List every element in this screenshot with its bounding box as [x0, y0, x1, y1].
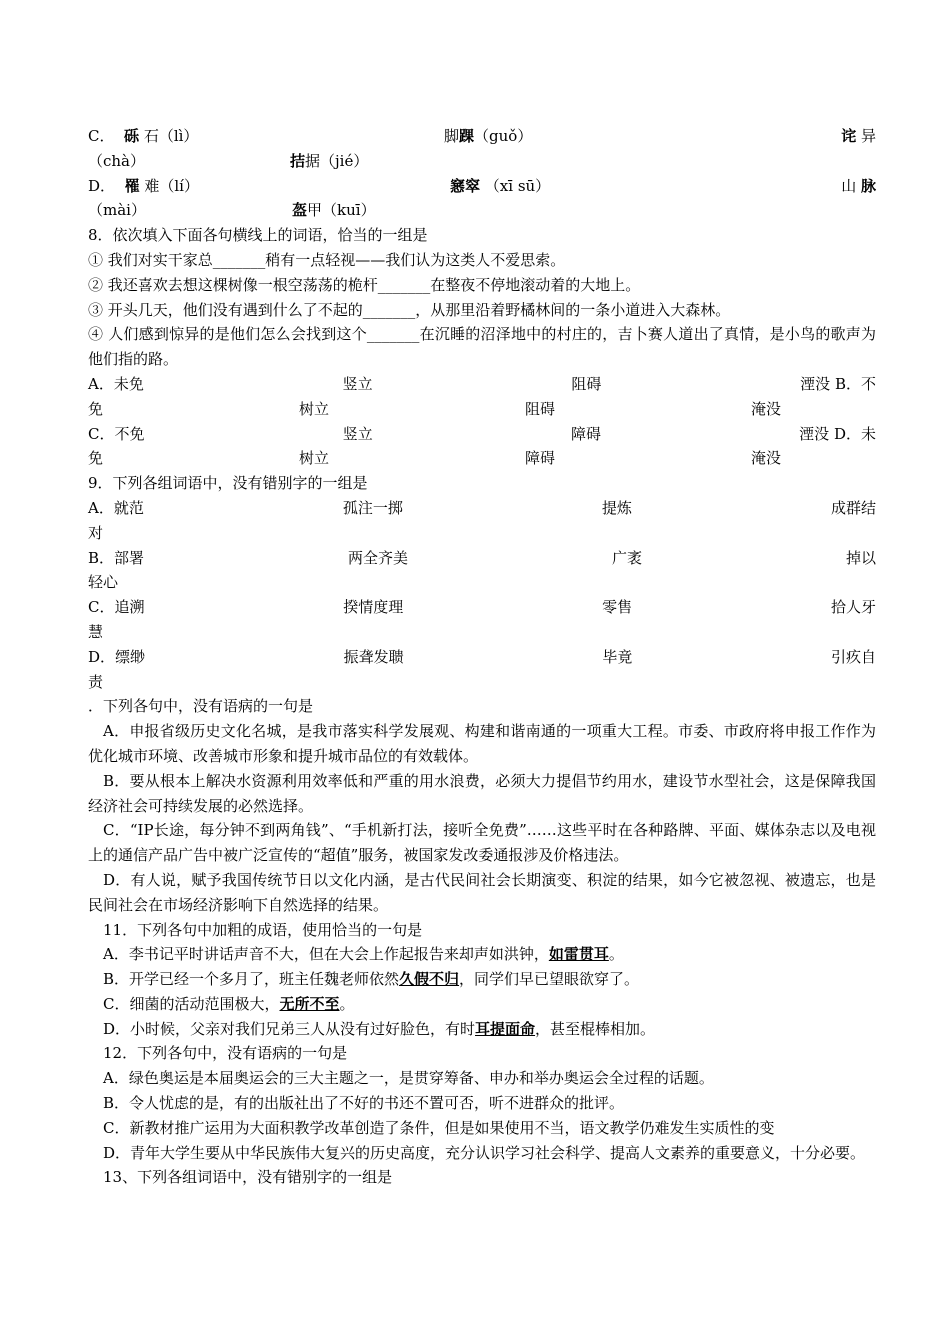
question-9-option-c: C．追溯 揆情度理 零售 拾人牙 [88, 598, 876, 617]
option-d-row-cont [88, 198, 876, 223]
question-9-option-a: A．就范 孤注一掷 提炼 成群结 [88, 498, 876, 517]
word-pinyin: （guǒ） [474, 127, 533, 145]
question-9-option-d: D．缥缈 振聋发聩 毕竟 引疚自 [88, 647, 876, 666]
word-pinyin: 甲（kuī） [307, 201, 376, 220]
word-pinyin: （xī sū） [484, 176, 551, 195]
question-11-option-b: B．开学已经一个多月了，班主任魏老师依然久假不归，同学们早已望眼欲穿了。 [103, 970, 640, 989]
bold-char: 踝 [459, 127, 475, 145]
question-8-option-row: A．未免 竖立 阻碍 湮没 B．不 [88, 374, 876, 393]
question-12-title: 12．下列各句中，没有语病的一句是 [103, 1044, 348, 1063]
question-8-title: 8．依次填入下面各句横线上的词语，恰当的一组是 [88, 226, 428, 245]
question-12-option-b: B．令人忧虑的是，有的出版社出了不好的书还不置可否，听不进群众的批评。 [103, 1094, 625, 1113]
option-label: C． [88, 127, 115, 145]
question-8-option-row: 免 树立 障碍 淹没 [88, 449, 781, 468]
bold-char: 罹 [124, 176, 140, 195]
question-9-option-d-cont: 责 [88, 672, 104, 691]
word-suffix: 异 [860, 127, 876, 145]
idiom-bold: 无所不至 [279, 994, 340, 1013]
idiom-bold: 久假不归 [399, 970, 460, 989]
idiom-bold: 如雷贯耳 [548, 945, 609, 964]
question-12-option-d: D．青年大学生要从中华民族伟大复兴的历史高度，充分认识学习社会科学、提高人文素养的重要意义，十分必要。 [103, 1143, 866, 1162]
word-pinyin: 难（lí） [144, 176, 199, 195]
question-12-option-a: A．绿色奥运是本届奥运会的三大主题之一，是贯穿筹备、申办和举办奥运会全过程的话题。 [103, 1069, 714, 1088]
question-12-option-c: C．新教材推广运用为大面积教学改革创造了条件，但是如果使用不当，语文教学仍难发生实质性的变 [103, 1118, 775, 1137]
question-9-option-a-cont: 对 [88, 523, 104, 542]
word-pinyin: （chà） [88, 151, 146, 170]
bold-char: 窸窣 [450, 176, 481, 195]
idiom-bold: 耳提面命 [475, 1019, 536, 1038]
question-10-title: ．下列各句中，没有语病的一句是 [88, 697, 314, 716]
question-8-option-row: C．不免 竖立 障碍 湮没 D．未 [88, 424, 876, 443]
question-10-option-d: D．有人说，赋予我国传统节日以文化内涵，是古代民间社会长期演变、积淀的结果，如今它被忽视、被遗忘，也是民间社会在市场经济影响下自然选择的结果。 [88, 870, 876, 914]
question-8-sentence-2: ② 我还喜欢去想这棵树像一根空荡荡的桅杆_______在整夜不停地滚动着的大地上。 [88, 275, 641, 294]
question-9-option-b: B．部署 两全齐美 广袤 掉以 [88, 548, 876, 567]
question-8-option-row: 免 树立 阻碍 淹没 [88, 399, 781, 418]
option-c-row [88, 124, 876, 149]
question-11-option-d: D．小时候，父亲对我们兄弟三人从没有过好脸色，有时耳提面命，甚至棍棒相加。 [103, 1019, 656, 1038]
option-label: D． [88, 176, 116, 195]
question-10-option-b: B．要从根本上解决水资源利用效率低和严重的用水浪费，必须大力提倡节约用水，建设节水型社会，这是保障我国经济社会可持续发展的必然选择。 [88, 771, 876, 815]
bold-char: 砾 [124, 127, 140, 145]
question-8-sentence-4: ④ 人们感到惊异的是他们怎么会找到这个_______在沉睡的沼泽地中的村庄的，吉卜赛人道出了真情，是小鸟的歌声为他们指的路。 [88, 325, 876, 369]
bold-char: 拮 [290, 151, 306, 170]
word-prefix: 脚 [444, 127, 460, 145]
question-9-option-b-cont: 轻心 [88, 573, 119, 592]
bold-char: 盔 [292, 201, 308, 220]
question-8-sentence-3: ③ 开头几天，他们没有遇到什么了不起的_______，从那里沿着野橘林间的一条小道进入大森林。 [88, 300, 731, 319]
question-9-option-c-cont: 慧 [88, 622, 104, 641]
bold-char: 诧 [841, 127, 857, 145]
question-10-option-a: A．申报省级历史文化名城，是我市落实科学发展观、构建和谐南通的一项重大工程。市委、市政府将申报工作作为优化城市环境、改善城市形象和提升城市品位的有效载体。 [88, 722, 876, 765]
question-13-title: 13、下列各组词语中，没有错别字的一组是 [103, 1168, 393, 1187]
question-11-title: 11．下列各句中加粗的成语，使用恰当的一句是 [103, 920, 423, 939]
bold-char: 脉 [860, 176, 876, 195]
word-pinyin: （mài） [88, 201, 146, 220]
question-11-option-c: C．细菌的活动范围极大，无所不至。 [103, 994, 355, 1013]
question-9-title: 9．下列各组词语中，没有错别字的一组是 [88, 474, 368, 493]
word-prefix: 山 [841, 176, 857, 195]
question-11-option-a: A．李书记平时讲话声音不大，但在大会上作起报告来却声如洪钟，如雷贯耳。 [103, 945, 624, 964]
word-pinyin: 石（lì） [143, 127, 199, 145]
option-d-row [88, 174, 876, 199]
word-pinyin: 据（jié） [305, 151, 369, 170]
document-page [88, 124, 876, 1190]
question-10-option-c: C．“IP长途，每分钟不到两角钱”、“手机新打法，接听全免费”……这些平时在各种路牌、平面、媒体杂志以及电视上的通信产品广告中被广泛宣传的“超值”服务，被国家发改委通报涉及价格违法。 [88, 821, 876, 865]
option-c-row-cont [88, 149, 876, 174]
question-8-sentence-1: ① 我们对实干家总_______稍有一点轻视——我们认为这类人不爱思索。 [88, 250, 566, 269]
